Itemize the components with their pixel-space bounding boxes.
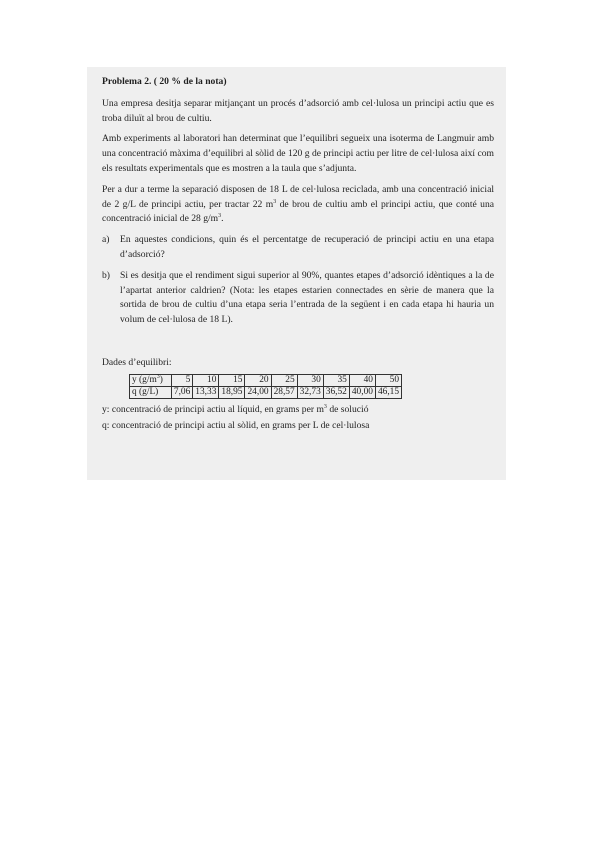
y-value-cell: 10	[193, 374, 219, 386]
y-value-cell: 50	[375, 374, 401, 386]
q-value-cell: 40,00	[349, 386, 375, 398]
y-definition	[102, 403, 494, 418]
question-a-label: a)	[102, 234, 110, 246]
y-value-cell: 35	[323, 374, 349, 386]
table-row-q	[130, 386, 402, 398]
y-value-cell: 30	[297, 374, 323, 386]
y-value-cell: 20	[245, 374, 271, 386]
problem-content	[102, 75, 494, 434]
question-a	[102, 233, 494, 263]
variable-definitions	[102, 403, 494, 434]
equilibrium-data-label: Dades d’equilibri:	[102, 356, 172, 368]
q-definition: q: concentració de principi actiu al sòlid, en grams per L de cel·lulosa	[102, 419, 370, 431]
q-header-cell: q (g/L)	[130, 386, 172, 398]
scanned-page	[87, 67, 506, 480]
y-value-cell: 15	[219, 374, 245, 386]
y-definition-text-2: de solució	[326, 403, 369, 415]
conditions-text-3: .	[221, 213, 224, 225]
q-value-cell: 36,52	[323, 386, 349, 398]
question-a-text: En aquestes condicions, quin és el percentatge de recuperació de principi actiu en una etapa d’adsorció?	[120, 234, 494, 260]
y-value-cell: 5	[171, 374, 192, 386]
y-value-cell: 25	[271, 374, 297, 386]
q-value-cell: 18,95	[219, 386, 245, 398]
y-header-close: )	[159, 374, 163, 385]
y-value-cell: 40	[349, 374, 375, 386]
conditions-text-1: Per a dur a terme la separació disposen de 18 L de cel·lulosa reciclada, amb una concentració inicial de 2 g/L de principi actiu, per tractar 22 m	[102, 183, 494, 210]
equilibrium-table	[129, 374, 402, 399]
question-b-label: b)	[102, 269, 110, 281]
q-value-cell: 7,06	[171, 386, 192, 398]
table-row-y	[130, 374, 402, 386]
y-definition-text-1: y: concentració de principi actiu al líquid, en grams per m	[102, 403, 324, 415]
q-value-cell: 46,15	[375, 386, 401, 398]
y-definition-sup: 3	[323, 403, 327, 410]
q-value-cell: 24,00	[245, 386, 271, 398]
problem-title: Problema 2. ( 20 % de la nota)	[102, 76, 227, 87]
conditions-sup-1: 3	[273, 198, 277, 205]
y-header-text: y (g/m	[132, 374, 157, 385]
q-value-cell: 32,73	[297, 386, 323, 398]
paragraph-conditions	[102, 183, 494, 227]
question-b-text: Si es desitja que el rendiment sigui superior al 90%, quantes etapes d’adsorció idèntiques a la de l’apartat anterior caldrien? (Nota: les etapes estarien connectades en sèrie de manera que la sortida de brou de cultiu d’una etapa seria l’entrada de la següent i en cada etapa hi hauria un volum de cel·lulosa de 18 L).	[120, 269, 494, 326]
paragraph-intro: Una empresa desitja separar mitjançant un procés d’adsorció amb cel·lulosa un principi actiu que es troba diluït al brou de cultiu.	[102, 97, 494, 124]
question-b	[102, 269, 494, 328]
q-value-cell: 13,33	[193, 386, 219, 398]
conditions-sup-2: 3	[218, 213, 222, 220]
q-value-cell: 28,57	[271, 386, 297, 398]
paragraph-langmuir: Amb experiments al laboratori han determinat que l’equilibri segueix una isoterma de Langmuir amb una concentració màxima d’equilibri al sòlid de 120 g de principi actiu per litre de cel·lulosa així com els resultats experimentals que es mostren a la taula que s’adjunta.	[102, 133, 494, 174]
conditions-text-2: de brou de cultiu amb el principi actiu, que conté una concentració inicial de 28 g/m	[102, 198, 494, 225]
y-header-cell	[130, 374, 172, 386]
y-header-sup: 3	[156, 373, 160, 380]
